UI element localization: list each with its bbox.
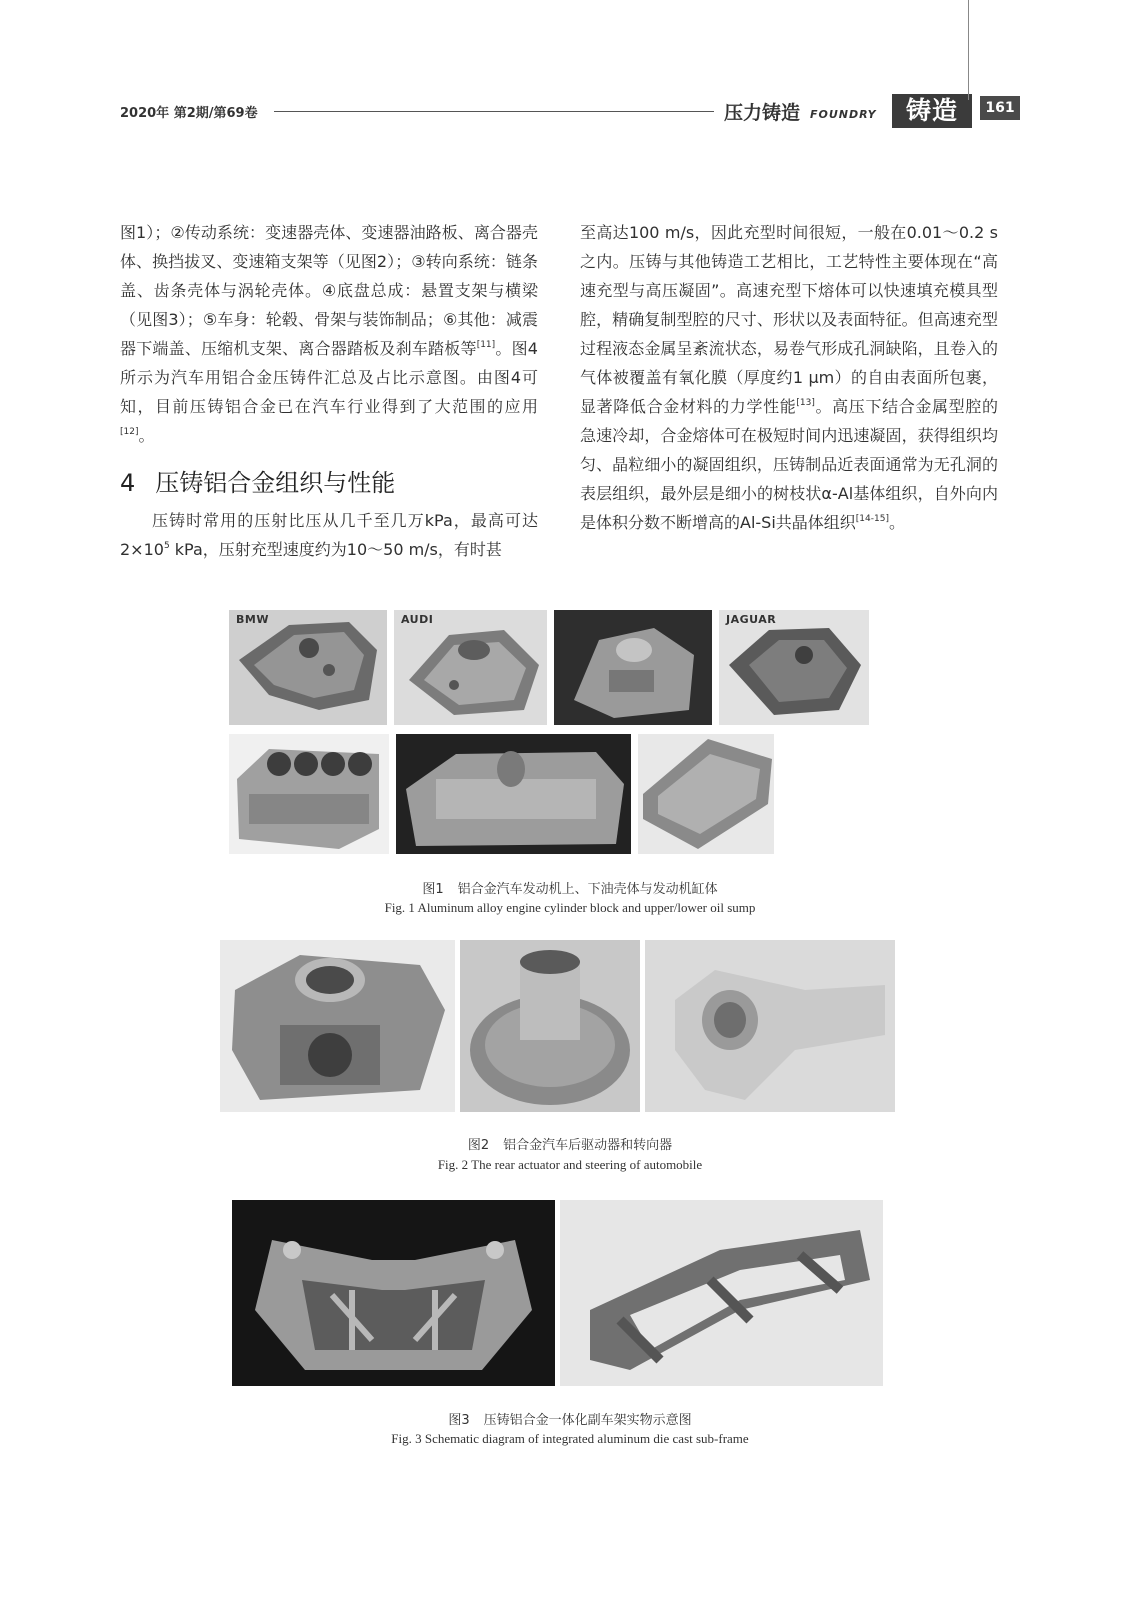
- oil-sump-upper-photo: [396, 734, 631, 854]
- header-rule: [274, 111, 714, 112]
- figure-2-caption-en: Fig. 2 The rear actuator and steering of automobile: [437, 1157, 703, 1172]
- citation: [14-15]: [855, 514, 889, 524]
- paragraph: 至高达100 m/s，因此充型时间很短，一般在0.01～0.2 s之内。压铸与其他铸造工艺相比，工艺特性主要体现在“高速充型与高压凝固”。高速充型下熔体可以快速填充模具型腔，精确复制型腔的尺寸、形状以及表面特征。但高速充型过程液态金属呈紊流状态，易卷气形成孔洞缺陷，且卷入的气体被覆盖有氧化膜（厚度约1 μm）的自由表面所包裹，显著降低合金材料的力学性能[13]。高压下结合金属型腔的急速冷却，合金熔体可在极短时间内迅速凝固，获得组织均匀、晶粒细小的凝固组织，压铸制品近表面通常为无孔洞的表层组织，最外层是细小的树枝状α-Al基体组织，自外向内是体积分数不断增高的Al-Si共晶体组织[14-15]。: [580, 223, 998, 532]
- figure-3-caption-cn: 图3 压铸铝合金一体化副车架实物示意图: [448, 1413, 692, 1428]
- paragraph-continued: 图1）；②传动系统：变速器壳体、变速器油路板、离合器壳体、换挡拔叉、变速箱支架等（见图2）；③转向系统：链条盖、齿条壳体与涡轮壳体。④底盘总成：悬置支架与横梁（见图3）；⑤车身：轮毂、骨架与装饰制品；⑥其他：减震器下端盖、压缩机支架、离合器踏板及刹车踏板等[11]。图4所示为汽车用铝合金压铸件汇总及占比示意图。由图4可知，目前压铸铝合金已在汽车行业得到了大范围的应用[12]。: [120, 223, 538, 445]
- margin-rule: [968, 0, 969, 100]
- oil-sump-lower-photo: [638, 734, 774, 854]
- jaguar-casting-photo: [719, 610, 869, 725]
- bmw-casting-photo: [229, 610, 387, 725]
- figure-1-caption-en: Fig. 1 Aluminum alloy engine cylinder block and upper/lower oil sump: [384, 900, 756, 915]
- engine-casting-photo: [554, 610, 712, 725]
- left-column: [120, 218, 538, 564]
- journal-name-en: FOUNDRY: [810, 108, 877, 121]
- audi-casting-photo: [394, 610, 547, 725]
- right-column: [580, 218, 998, 537]
- rear-actuator-photo: [220, 940, 455, 1112]
- citation: [13]: [796, 398, 815, 408]
- subframe-top-view-photo: [232, 1200, 555, 1386]
- running-header: [120, 94, 1025, 134]
- figure-3-caption-en: Fig. 3 Schematic diagram of integrated aluminum die cast sub-frame: [391, 1431, 749, 1446]
- journal-logo: 铸造: [892, 94, 972, 128]
- figure-1-caption-cn: 图1 铝合金汽车发动机上、下油壳体与发动机缸体: [422, 882, 718, 897]
- figure-2: [220, 940, 895, 1112]
- section-heading: [120, 468, 538, 498]
- section-number: 4: [120, 469, 136, 497]
- citation: [11]: [476, 340, 496, 350]
- steering-knuckle-photo: [645, 940, 895, 1112]
- figure-1-row-1: [229, 610, 869, 725]
- figure-2-caption-cn: 图2 铝合金汽车后驱动器和转向器: [467, 1138, 673, 1153]
- cylinder-block-photo: [229, 734, 389, 854]
- citation: [12]: [120, 427, 139, 437]
- actuator-cover-photo: [460, 940, 640, 1112]
- subframe-perspective-photo: [560, 1200, 883, 1386]
- issue-info: 2020年 第2期/第69卷: [120, 106, 258, 121]
- brand-label-audi: AUDI: [401, 613, 434, 626]
- exponent: 5: [163, 541, 170, 551]
- brand-label-jaguar: JAGUAR: [726, 613, 777, 626]
- column-title: 压力铸造: [724, 102, 801, 124]
- figure-3: [232, 1200, 883, 1386]
- page-number: 161: [980, 96, 1020, 120]
- brand-label-bmw: BMW: [236, 613, 269, 626]
- paragraph: 压铸时常用的压射比压从几千至几万kPa，最高可达$2\times 10^5$ kPa，压射充型速度约为10～50 m/s，有时甚: [120, 511, 538, 559]
- figure-1-row-2: [229, 734, 774, 854]
- section-title: 压铸铝合金组织与性能: [155, 469, 396, 497]
